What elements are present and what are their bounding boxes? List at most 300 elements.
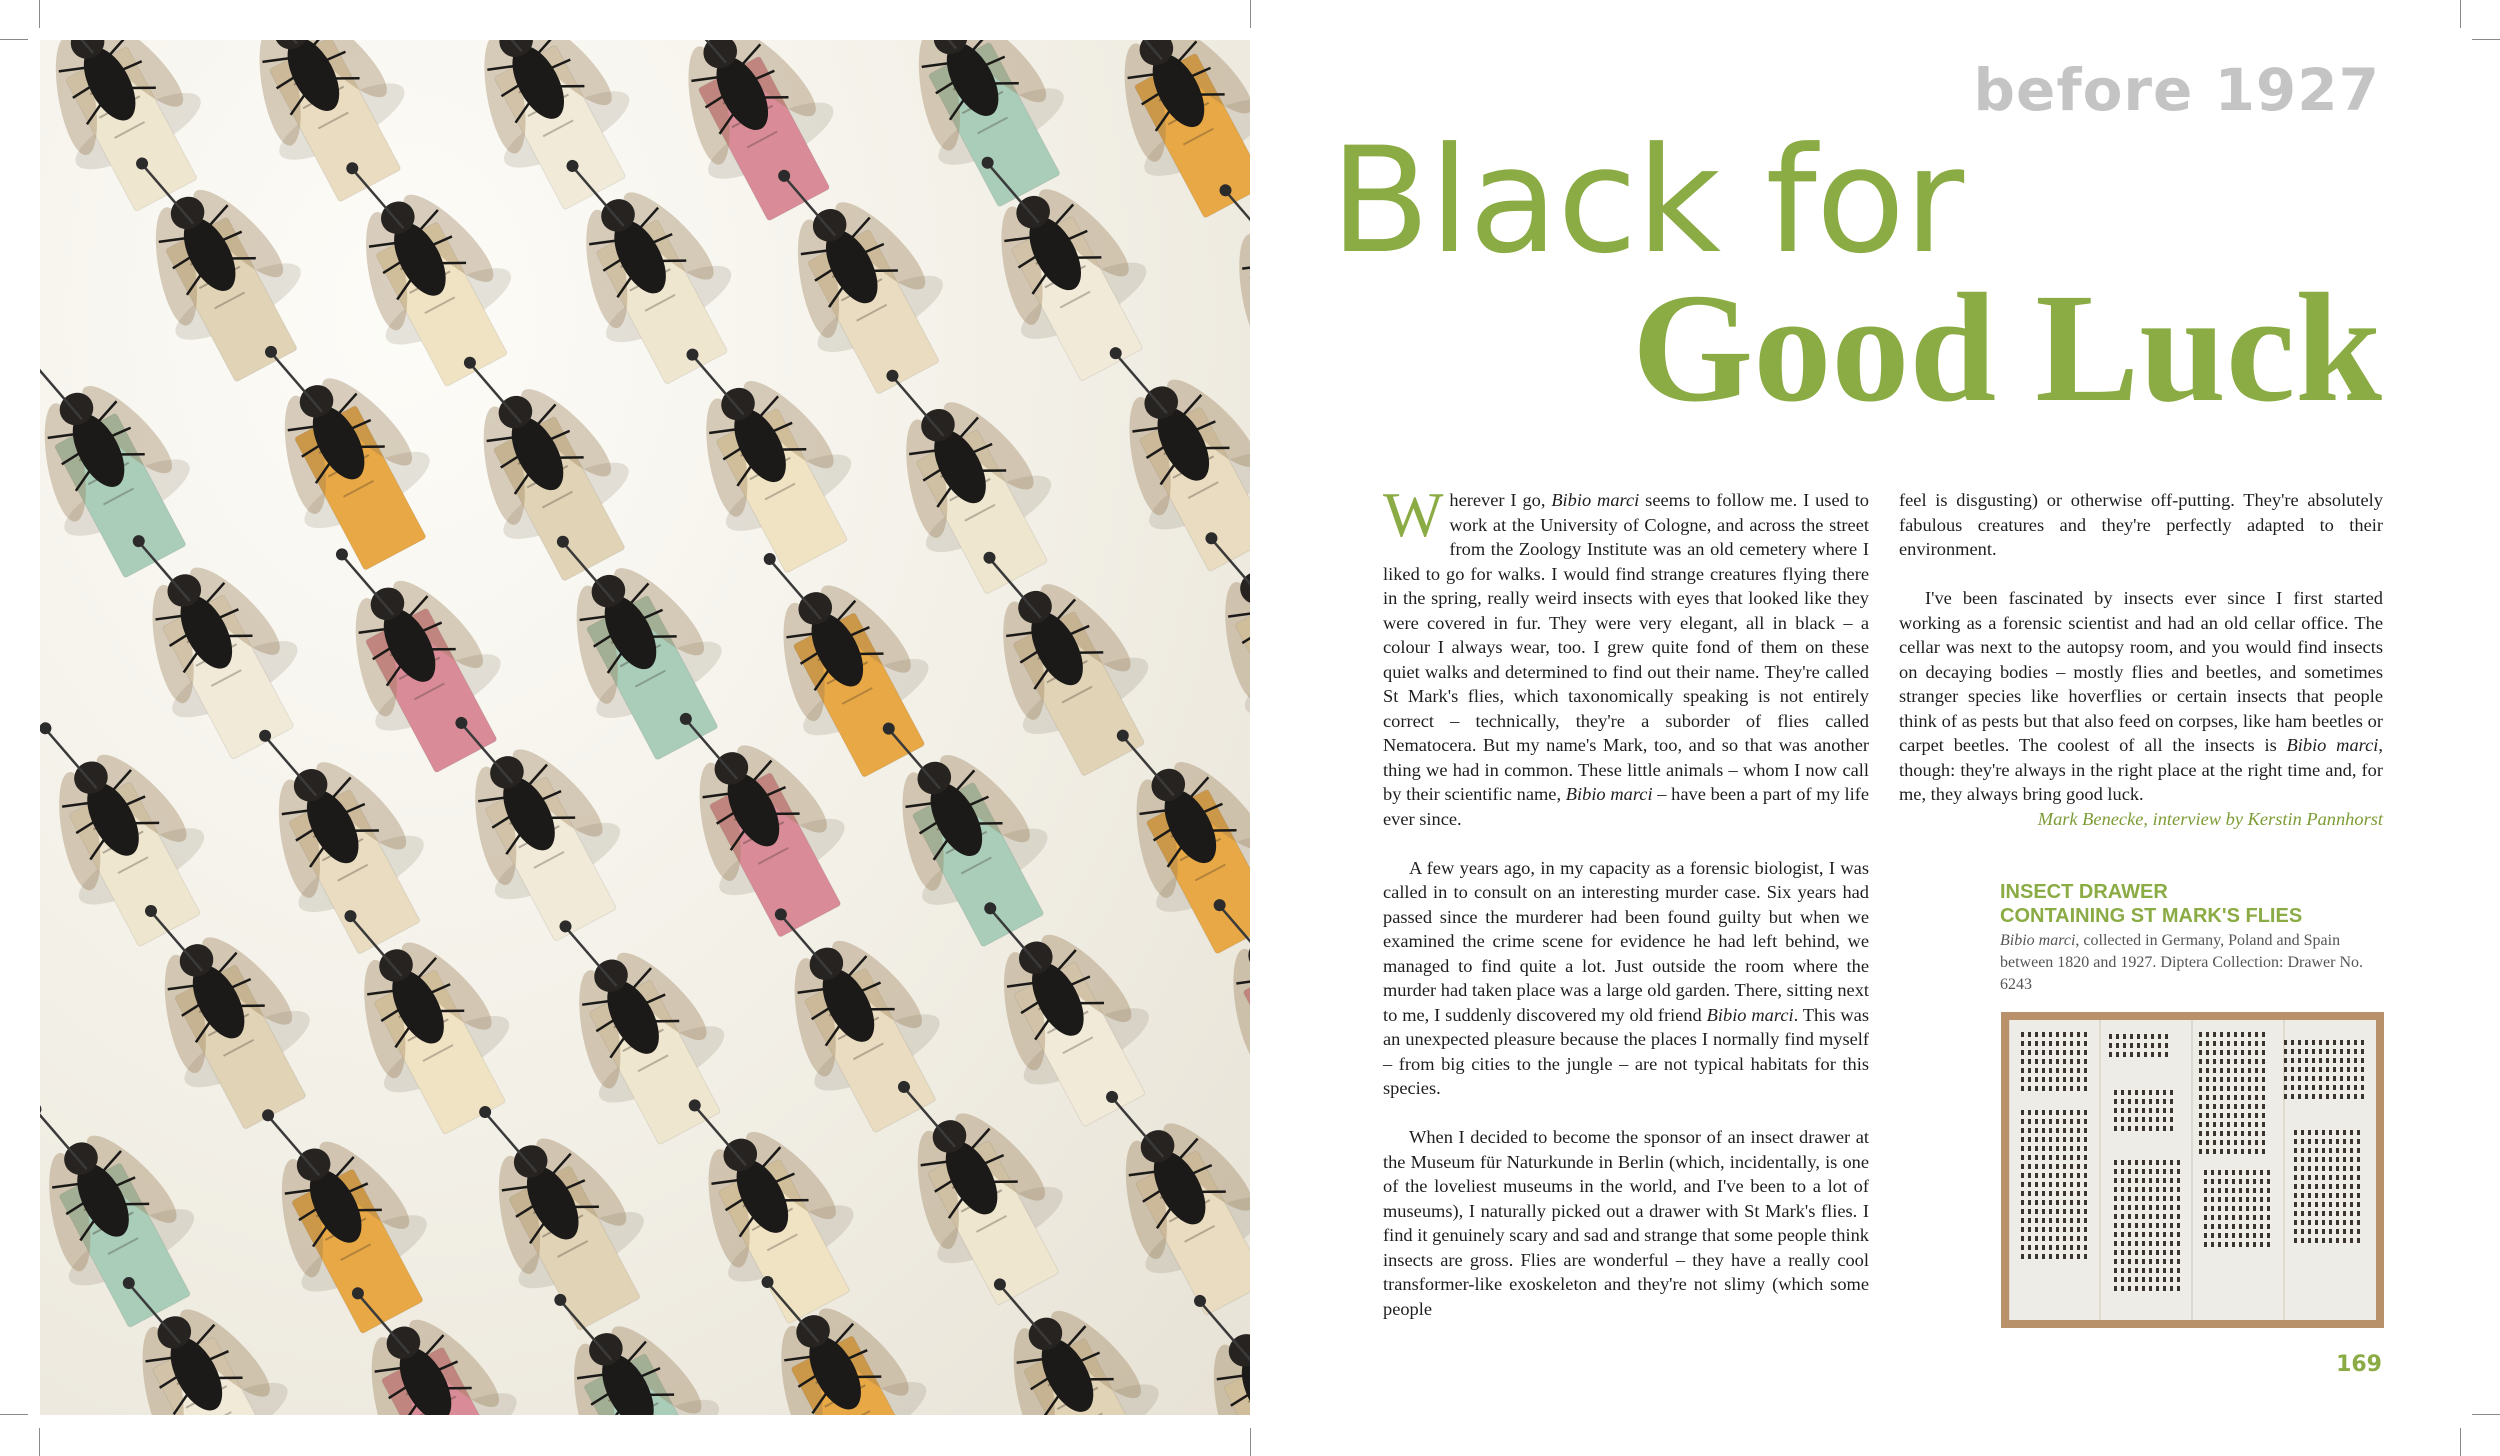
drawer-specimen bbox=[2284, 1067, 2287, 1072]
drawer-specimen bbox=[2329, 1220, 2332, 1225]
drawer-specimen bbox=[2199, 1140, 2202, 1145]
drawer-specimen bbox=[2128, 1214, 2131, 1219]
drawer-specimen bbox=[2227, 1131, 2230, 1136]
drawer-specimen bbox=[2213, 1122, 2216, 1127]
drawer-specimen bbox=[2227, 1041, 2230, 1046]
drawer-specimen bbox=[2220, 1131, 2223, 1136]
drawer-specimen bbox=[2199, 1095, 2202, 1100]
drawer-specimen bbox=[2347, 1094, 2350, 1099]
drawer-specimen bbox=[2049, 1077, 2052, 1082]
drawer-specimen bbox=[2063, 1068, 2066, 1073]
drawer-specimen bbox=[2128, 1241, 2131, 1246]
drawer-specimen bbox=[2149, 1187, 2152, 1192]
drawer-specimen bbox=[2135, 1178, 2138, 1183]
drawer-specimen bbox=[2227, 1104, 2230, 1109]
drawer-specimen bbox=[2177, 1223, 2180, 1228]
drawer-specimen bbox=[2204, 1206, 2207, 1211]
species-name: Bibio marci bbox=[1551, 490, 1640, 510]
drawer-specimen bbox=[2298, 1076, 2301, 1081]
insect-drawer-photo bbox=[2001, 1012, 2384, 1328]
drawer-specimen bbox=[2218, 1206, 2221, 1211]
drawer-specimen bbox=[2232, 1188, 2235, 1193]
drawer-specimen bbox=[2028, 1137, 2031, 1142]
drawer-specimen bbox=[2156, 1214, 2159, 1219]
drawer-specimen bbox=[2350, 1139, 2353, 1144]
drawer-specimen bbox=[2326, 1085, 2329, 1090]
drawer-specimen bbox=[2156, 1205, 2159, 1210]
drawer-specimen bbox=[2028, 1086, 2031, 1091]
drawer-specimen bbox=[2336, 1130, 2339, 1135]
drawer-specimen bbox=[2144, 1034, 2147, 1039]
drawer-specimen bbox=[2267, 1242, 2270, 1247]
drawer-specimen bbox=[2354, 1085, 2357, 1090]
drawer-specimen bbox=[2156, 1268, 2159, 1273]
drawer-specimen bbox=[2322, 1157, 2325, 1162]
caption-title bbox=[2000, 880, 2302, 928]
drawer-specimen bbox=[2232, 1170, 2235, 1175]
drawer-specimen bbox=[2220, 1086, 2223, 1091]
drawer-specimen bbox=[2077, 1059, 2080, 1064]
drawer-specimen bbox=[2199, 1068, 2202, 1073]
drawer-specimen bbox=[2158, 1052, 2161, 1057]
drawer-specimen bbox=[2077, 1200, 2080, 1205]
drawer-specimen bbox=[2114, 1250, 2117, 1255]
drawer-specimen bbox=[2361, 1067, 2364, 1072]
drawer-specimen bbox=[2063, 1182, 2066, 1187]
drawer-specimen bbox=[2248, 1122, 2251, 1127]
drawer-specimen bbox=[2158, 1034, 2161, 1039]
drawer-specimen bbox=[2343, 1220, 2346, 1225]
drawer-specimen bbox=[2239, 1170, 2242, 1175]
drawer-specimen bbox=[2206, 1068, 2209, 1073]
drawer-specimen bbox=[2255, 1077, 2258, 1082]
drawer-specimen bbox=[2135, 1277, 2138, 1282]
drawer-specimen bbox=[2084, 1182, 2087, 1187]
drawer-specimen bbox=[2262, 1059, 2265, 1064]
drawer-specimen bbox=[2234, 1050, 2237, 1055]
drawer-specimen bbox=[2213, 1131, 2216, 1136]
drawer-specimen bbox=[2211, 1179, 2214, 1184]
drawer-specimen bbox=[2241, 1122, 2244, 1127]
drawer-specimen bbox=[2211, 1242, 2214, 1247]
drawer-specimen bbox=[2035, 1209, 2038, 1214]
drawer-specimen bbox=[2246, 1170, 2249, 1175]
drawer-specimen bbox=[2084, 1086, 2087, 1091]
drawer-specimen bbox=[2163, 1268, 2166, 1273]
drawer-specimen bbox=[2084, 1128, 2087, 1133]
drawer-specimen bbox=[2239, 1197, 2242, 1202]
drawer-specimen bbox=[2232, 1242, 2235, 1247]
drawer-specimen bbox=[2255, 1050, 2258, 1055]
drawer-specimen bbox=[2177, 1187, 2180, 1192]
drawer-specimen bbox=[2021, 1068, 2024, 1073]
drawer-specimen bbox=[2135, 1250, 2138, 1255]
drawer-specimen bbox=[2135, 1099, 2138, 1104]
drawer-specimen bbox=[2177, 1214, 2180, 1219]
drawer-specimen bbox=[2333, 1085, 2336, 1090]
drawer-specimen bbox=[2128, 1108, 2131, 1113]
drawer-specimen bbox=[2021, 1077, 2024, 1082]
drawer-specimen bbox=[2137, 1052, 2140, 1057]
drawer-specimen bbox=[2357, 1130, 2360, 1135]
drawer-specimen bbox=[2170, 1223, 2173, 1228]
drawer-specimen bbox=[2294, 1238, 2297, 1243]
drawer-specimen bbox=[2142, 1187, 2145, 1192]
drawer-specimen bbox=[2225, 1188, 2228, 1193]
drawer-specimen bbox=[2225, 1233, 2228, 1238]
drawer-specimen bbox=[2163, 1241, 2166, 1246]
drawer-specimen bbox=[2232, 1206, 2235, 1211]
drawer-specimen bbox=[2333, 1049, 2336, 1054]
drawer-specimen bbox=[2204, 1170, 2207, 1175]
drawer-specimen bbox=[2206, 1113, 2209, 1118]
drawer-specimen bbox=[2234, 1077, 2237, 1082]
pinned-flies-illustration bbox=[40, 40, 1250, 1415]
drawer-specimen bbox=[2336, 1229, 2339, 1234]
drawer-specimen bbox=[2227, 1059, 2230, 1064]
drawer-specimen bbox=[2220, 1032, 2223, 1037]
drawer-specimen bbox=[2021, 1164, 2024, 1169]
drawer-specimen bbox=[2114, 1160, 2117, 1165]
drawer-specimen bbox=[2137, 1043, 2140, 1048]
drawer-specimen bbox=[2357, 1211, 2360, 1216]
drawer-specimen bbox=[2232, 1224, 2235, 1229]
drawer-specimen bbox=[2322, 1211, 2325, 1216]
drawer-specimen bbox=[2070, 1236, 2073, 1241]
text-run: – have been a part of my life ever since. bbox=[1383, 784, 1869, 829]
drawer-specimen bbox=[2084, 1146, 2087, 1151]
drawer-specimen bbox=[2121, 1268, 2124, 1273]
drawer-specimen bbox=[2248, 1068, 2251, 1073]
drawer-specimen bbox=[2246, 1233, 2249, 1238]
drawer-specimen bbox=[2315, 1184, 2318, 1189]
drawer-specimen bbox=[2021, 1086, 2024, 1091]
drawer-specimen bbox=[2063, 1200, 2066, 1205]
drawer-specimen bbox=[2319, 1067, 2322, 1072]
drawer-specimen bbox=[2336, 1193, 2339, 1198]
drawer-specimen bbox=[2028, 1041, 2031, 1046]
drawer-specimen bbox=[2255, 1113, 2258, 1118]
drawer-specimen bbox=[2128, 1232, 2131, 1237]
drawer-specimen bbox=[2253, 1206, 2256, 1211]
drawer-specimen bbox=[2315, 1175, 2318, 1180]
drawer-specimen bbox=[2308, 1139, 2311, 1144]
drawer-specimen bbox=[2241, 1140, 2244, 1145]
drawer-specimen bbox=[2049, 1032, 2052, 1037]
drawer-specimen bbox=[2128, 1169, 2131, 1174]
drawer-specimen bbox=[2206, 1149, 2209, 1154]
drawer-specimen bbox=[2142, 1232, 2145, 1237]
drawer-specimen bbox=[2149, 1160, 2152, 1165]
drawer-specimen bbox=[2218, 1188, 2221, 1193]
drawer-specimen bbox=[2206, 1140, 2209, 1145]
drawer-specimen bbox=[2305, 1094, 2308, 1099]
drawer-specimen bbox=[2021, 1200, 2024, 1205]
drawer-specimen bbox=[2042, 1155, 2045, 1160]
drawer-interior bbox=[2009, 1020, 2376, 1320]
drawer-specimen bbox=[2241, 1086, 2244, 1091]
drawer-specimen bbox=[2163, 1187, 2166, 1192]
drawer-specimen bbox=[2170, 1178, 2173, 1183]
drawer-specimen bbox=[2220, 1113, 2223, 1118]
drawer-specimen bbox=[2308, 1175, 2311, 1180]
drawer-specimen bbox=[2246, 1206, 2249, 1211]
drawer-specimen bbox=[2056, 1155, 2059, 1160]
drawer-specimen bbox=[2343, 1166, 2346, 1171]
drawer-specimen bbox=[2319, 1085, 2322, 1090]
drawer-specimen bbox=[2343, 1211, 2346, 1216]
drawer-specimen bbox=[2213, 1059, 2216, 1064]
drawer-specimen bbox=[2063, 1245, 2066, 1250]
drawer-specimen bbox=[2177, 1205, 2180, 1210]
drawer-specimen bbox=[2021, 1227, 2024, 1232]
drawer-specimen bbox=[2177, 1286, 2180, 1291]
drawer-specimen bbox=[2121, 1223, 2124, 1228]
drawer-specimen bbox=[2220, 1104, 2223, 1109]
drawer-specimen bbox=[2077, 1218, 2080, 1223]
drawer-specimen bbox=[2326, 1040, 2329, 1045]
drawer-specimen bbox=[2357, 1202, 2360, 1207]
drawer-specimen bbox=[2213, 1086, 2216, 1091]
drawer-specimen bbox=[2121, 1108, 2124, 1113]
drawer-specimen bbox=[2206, 1104, 2209, 1109]
drawer-specimen bbox=[2135, 1117, 2138, 1122]
drawer-specimen bbox=[2234, 1059, 2237, 1064]
drawer-specimen bbox=[2177, 1169, 2180, 1174]
drawer-specimen bbox=[2149, 1117, 2152, 1122]
drawer-specimen bbox=[2284, 1076, 2287, 1081]
drawer-specimen bbox=[2156, 1223, 2159, 1228]
drawer-specimen bbox=[2262, 1131, 2265, 1136]
drawer-specimen bbox=[2084, 1110, 2087, 1115]
drawer-specimen bbox=[2347, 1058, 2350, 1063]
drawer-specimen bbox=[2284, 1040, 2287, 1045]
drawer-specimen bbox=[2340, 1085, 2343, 1090]
drawer-specimen bbox=[2301, 1202, 2304, 1207]
drawer-specimen bbox=[2149, 1205, 2152, 1210]
drawer-specimen bbox=[2357, 1229, 2360, 1234]
drawer-specimen bbox=[2301, 1166, 2304, 1171]
drawer-specimen bbox=[2056, 1110, 2059, 1115]
drawer-specimen bbox=[2357, 1157, 2360, 1162]
drawer-specimen bbox=[2035, 1227, 2038, 1232]
drawer-specimen bbox=[2028, 1068, 2031, 1073]
drawer-specimen bbox=[2291, 1067, 2294, 1072]
drawer-specimen bbox=[2218, 1233, 2221, 1238]
drawer-specimen bbox=[2070, 1182, 2073, 1187]
drawer-specimen bbox=[2049, 1146, 2052, 1151]
drawer-specimen bbox=[2121, 1126, 2124, 1131]
drawer-specimen bbox=[2308, 1211, 2311, 1216]
drawer-specimen bbox=[2158, 1043, 2161, 1048]
drawer-specimen bbox=[2056, 1086, 2059, 1091]
drawer-specimen bbox=[2121, 1286, 2124, 1291]
drawer-specimen bbox=[2170, 1099, 2173, 1104]
drawer-specimen bbox=[2063, 1209, 2066, 1214]
drawer-specimen bbox=[2315, 1139, 2318, 1144]
drawer-specimen bbox=[2350, 1184, 2353, 1189]
drawer-specimen bbox=[2070, 1173, 2073, 1178]
drawer-specimen bbox=[2049, 1254, 2052, 1259]
drawer-specimen bbox=[2121, 1099, 2124, 1104]
drawer-specimen bbox=[2326, 1058, 2329, 1063]
drawer-specimen bbox=[2322, 1184, 2325, 1189]
drawer-specimen bbox=[2177, 1268, 2180, 1273]
drawer-specimen bbox=[2262, 1113, 2265, 1118]
drawer-specimen bbox=[2301, 1148, 2304, 1153]
drawer-specimen bbox=[2128, 1205, 2131, 1210]
drawer-specimen bbox=[2241, 1050, 2244, 1055]
drawer-specimen bbox=[2343, 1139, 2346, 1144]
drawer-specimen bbox=[2042, 1236, 2045, 1241]
drawer-specimen bbox=[2234, 1068, 2237, 1073]
drawer-specimen bbox=[2336, 1139, 2339, 1144]
drawer-specimen bbox=[2149, 1108, 2152, 1113]
drawer-specimen bbox=[2163, 1178, 2166, 1183]
drawer-specimen bbox=[2135, 1108, 2138, 1113]
drawer-specimen bbox=[2063, 1164, 2066, 1169]
drawer-specimen bbox=[2028, 1059, 2031, 1064]
drawer-specimen bbox=[2063, 1137, 2066, 1142]
text-run: , though: they're always in the right place at the right time and, for me, they always bring good luck. bbox=[1899, 735, 2383, 804]
drawer-specimen bbox=[2077, 1032, 2080, 1037]
drawer-specimen bbox=[2035, 1191, 2038, 1196]
drawer-specimen bbox=[2177, 1196, 2180, 1201]
crop-mark bbox=[2472, 1414, 2500, 1415]
drawer-specimen bbox=[2128, 1090, 2131, 1095]
drawer-specimen bbox=[2070, 1227, 2073, 1232]
drawer-specimen bbox=[2308, 1229, 2311, 1234]
drawer-specimen bbox=[2199, 1059, 2202, 1064]
drawer-specimen bbox=[2255, 1095, 2258, 1100]
drawer-specimen bbox=[2294, 1202, 2297, 1207]
drawer-specimen bbox=[2165, 1043, 2168, 1048]
drawer-specimen bbox=[2142, 1205, 2145, 1210]
headline-line-2: Good Luck bbox=[1632, 261, 2382, 434]
drawer-specimen bbox=[2298, 1067, 2301, 1072]
drawer-specimen bbox=[2056, 1050, 2059, 1055]
drawer-specimen bbox=[2149, 1232, 2152, 1237]
drawer-specimen bbox=[2177, 1259, 2180, 1264]
drawer-specimen bbox=[2035, 1119, 2038, 1124]
drawer-specimen bbox=[2361, 1085, 2364, 1090]
drawer-specimen bbox=[2042, 1173, 2045, 1178]
drawer-specimen bbox=[2077, 1227, 2080, 1232]
drawer-specimen bbox=[2121, 1250, 2124, 1255]
drawer-specimen bbox=[2042, 1191, 2045, 1196]
drawer-specimen bbox=[2077, 1137, 2080, 1142]
drawer-specimen bbox=[2056, 1191, 2059, 1196]
drawer-specimen bbox=[2056, 1041, 2059, 1046]
drawer-specimen bbox=[2248, 1050, 2251, 1055]
drawer-specimen bbox=[2156, 1241, 2159, 1246]
drawer-specimen bbox=[2246, 1215, 2249, 1220]
drawer-specimen bbox=[2262, 1104, 2265, 1109]
drawer-specimen bbox=[2142, 1090, 2145, 1095]
drawer-specimen bbox=[2294, 1130, 2297, 1135]
drawer-specimen bbox=[2329, 1166, 2332, 1171]
drawer-specimen bbox=[2213, 1113, 2216, 1118]
drawer-specimen bbox=[2204, 1242, 2207, 1247]
drawer-specimen bbox=[2220, 1041, 2223, 1046]
drawer-specimen bbox=[2241, 1113, 2244, 1118]
drawer-specimen bbox=[2211, 1206, 2214, 1211]
drawer-specimen bbox=[2056, 1128, 2059, 1133]
drawer-specimen bbox=[2206, 1077, 2209, 1082]
drawer-specimen bbox=[2319, 1049, 2322, 1054]
drawer-specimen bbox=[2114, 1214, 2117, 1219]
drawer-specimen bbox=[2156, 1178, 2159, 1183]
drawer-specimen bbox=[2260, 1179, 2263, 1184]
drawer-specimen bbox=[2084, 1191, 2087, 1196]
drawer-specimen bbox=[2213, 1149, 2216, 1154]
drawer-specimen bbox=[2070, 1032, 2073, 1037]
drawer-specimen bbox=[2204, 1188, 2207, 1193]
drawer-specimen bbox=[2227, 1086, 2230, 1091]
drawer-specimen bbox=[2239, 1215, 2242, 1220]
drawer-specimen bbox=[2149, 1099, 2152, 1104]
drawer-specimen bbox=[2142, 1099, 2145, 1104]
drawer-specimen bbox=[2347, 1076, 2350, 1081]
drawer-specimen bbox=[2084, 1245, 2087, 1250]
drawer-specimen bbox=[2291, 1076, 2294, 1081]
drawer-specimen bbox=[2308, 1130, 2311, 1135]
drawer-specimen bbox=[2336, 1148, 2339, 1153]
drawer-specimen bbox=[2149, 1277, 2152, 1282]
drawer-specimen bbox=[2239, 1224, 2242, 1229]
drawer-specimen bbox=[2070, 1245, 2073, 1250]
drawer-specimen bbox=[2322, 1220, 2325, 1225]
drawer-specimen bbox=[2211, 1233, 2214, 1238]
drawer-specimen bbox=[2248, 1086, 2251, 1091]
drawer-specimen bbox=[2156, 1160, 2159, 1165]
drawer-specimen bbox=[2343, 1229, 2346, 1234]
drawer-specimen bbox=[2114, 1108, 2117, 1113]
drawer-specimen bbox=[2142, 1178, 2145, 1183]
drawer-specimen bbox=[2156, 1277, 2159, 1282]
drawer-specimen bbox=[2084, 1254, 2087, 1259]
drawer-specimen bbox=[2123, 1034, 2126, 1039]
drawer-specimen bbox=[2361, 1049, 2364, 1054]
drawer-specimen bbox=[2255, 1032, 2258, 1037]
drawer-specimen bbox=[2199, 1131, 2202, 1136]
drawer-specimen bbox=[2135, 1160, 2138, 1165]
drawer-specimen bbox=[2123, 1043, 2126, 1048]
drawer-specimen bbox=[2308, 1220, 2311, 1225]
drawer-specimen bbox=[2246, 1179, 2249, 1184]
drawer-specimen bbox=[2232, 1197, 2235, 1202]
drawer-specimen bbox=[2114, 1277, 2117, 1282]
drawer-specimen bbox=[2305, 1058, 2308, 1063]
drawer-specimen bbox=[2049, 1086, 2052, 1091]
drawer-specimen bbox=[2135, 1205, 2138, 1210]
drawer-specimen bbox=[2056, 1173, 2059, 1178]
drawer-specimen bbox=[2213, 1068, 2216, 1073]
drawer-specimen bbox=[2128, 1268, 2131, 1273]
drawer-specimen bbox=[2326, 1076, 2329, 1081]
drawer-specimen bbox=[2028, 1128, 2031, 1133]
drawer-specimen bbox=[2213, 1050, 2216, 1055]
drawer-specimen bbox=[2021, 1182, 2024, 1187]
drawer-specimen bbox=[2308, 1193, 2311, 1198]
drawer-specimen bbox=[2070, 1164, 2073, 1169]
drawer-specimen bbox=[2301, 1229, 2304, 1234]
pinned-fly-specimen bbox=[1061, 40, 1250, 234]
drawer-specimen bbox=[2312, 1085, 2315, 1090]
drawer-specimen bbox=[2239, 1242, 2242, 1247]
drawer-specimen bbox=[2354, 1094, 2357, 1099]
drawer-specimen bbox=[2114, 1126, 2117, 1131]
